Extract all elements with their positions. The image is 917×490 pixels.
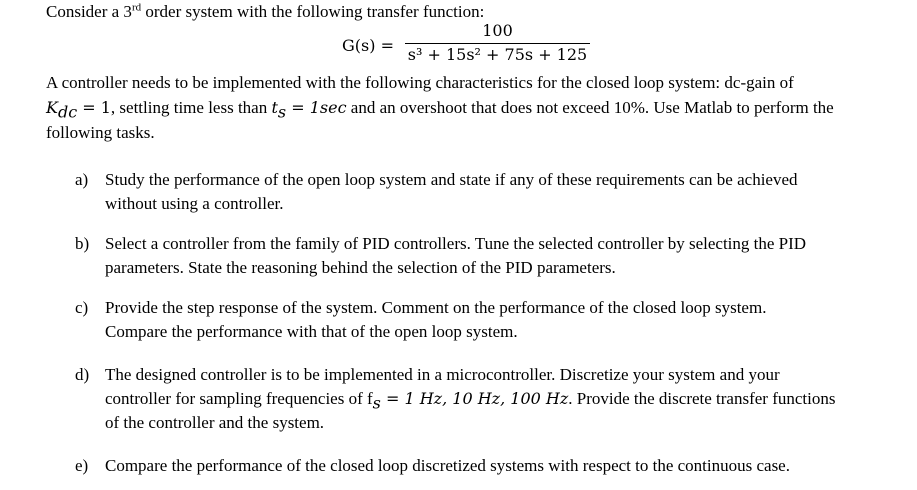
task-e-line-1: Compare the performance of the closed loop discretized systems with respect to the continuous case. — [105, 456, 790, 475]
ts-value: = 1sec — [286, 98, 347, 117]
equation-denominator: s³ + 15s² + 75s + 125 — [407, 45, 588, 64]
task-b-line-1: Select a controller from the family of PID controllers. Tune the selected controller by selecting the PID — [105, 234, 807, 253]
equation-numerator: 100 — [482, 21, 513, 40]
intro-superscript: rd — [131, 1, 142, 14]
paragraph-line-2 — [46, 95, 896, 120]
equation-lhs: G(s) = — [342, 36, 394, 55]
task-letter-c: c) — [75, 298, 89, 317]
task-d-line-2-tail: . Provide the discrete transfer functions — [568, 389, 836, 408]
kdc-symbol: K — [46, 98, 58, 117]
task-a-line-2: without using a controller. — [105, 194, 284, 213]
task-a-line-1: Study the performance of the open loop system and state if any of these requirements can be achieved — [105, 170, 798, 189]
ts-subscript: s — [277, 102, 287, 122]
task-letter-d: d) — [75, 365, 90, 384]
equation-fraction — [405, 21, 590, 65]
task-d-line-2-text: controller for sampling frequencies of f — [105, 389, 373, 408]
overshoot-text: and an overshoot that does not exceed 10%. Use Matlab to perform the — [346, 98, 834, 117]
task-d-line-1: The designed controller is to be implemented in a microcontroller. Discretize your system and your — [105, 365, 780, 384]
kdc-subscript: dc — [57, 102, 78, 122]
intro-suffix: order system with the following transfer function: — [141, 2, 485, 21]
task-d-line-2 — [105, 387, 895, 411]
task-letter-a: a) — [75, 170, 89, 189]
fs-values: = 1 Hz, 10 Hz, 100 Hz — [380, 389, 569, 408]
task-c-line-1: Provide the step response of the system. Comment on the performance of the closed loop system. — [105, 298, 767, 317]
task-letter-b: b) — [75, 234, 90, 253]
paragraph-line-1: A controller needs to be implemented with the following characteristics for the closed loop system: dc-gain of — [46, 73, 794, 92]
intro-sentence — [46, 1, 484, 23]
ts-symbol: t — [271, 98, 278, 117]
fs-subscript: s — [372, 393, 381, 413]
paragraph-line-3: following tasks. — [46, 123, 155, 142]
task-letter-e: e) — [75, 456, 89, 475]
fraction-bar — [405, 43, 590, 44]
intro-prefix: Consider a 3 — [46, 2, 132, 21]
task-c-line-2: Compare the performance with that of the open loop system. — [105, 322, 518, 341]
requirements-paragraph — [46, 70, 896, 145]
task-b-line-2: parameters. State the reasoning behind the selection of the PID parameters. — [105, 258, 616, 277]
transfer-function-equation — [336, 21, 596, 71]
settling-text: , settling time less than — [110, 98, 272, 117]
task-d-line-3: of the controller and the system. — [105, 413, 325, 432]
kdc-value: = 1 — [77, 98, 111, 117]
